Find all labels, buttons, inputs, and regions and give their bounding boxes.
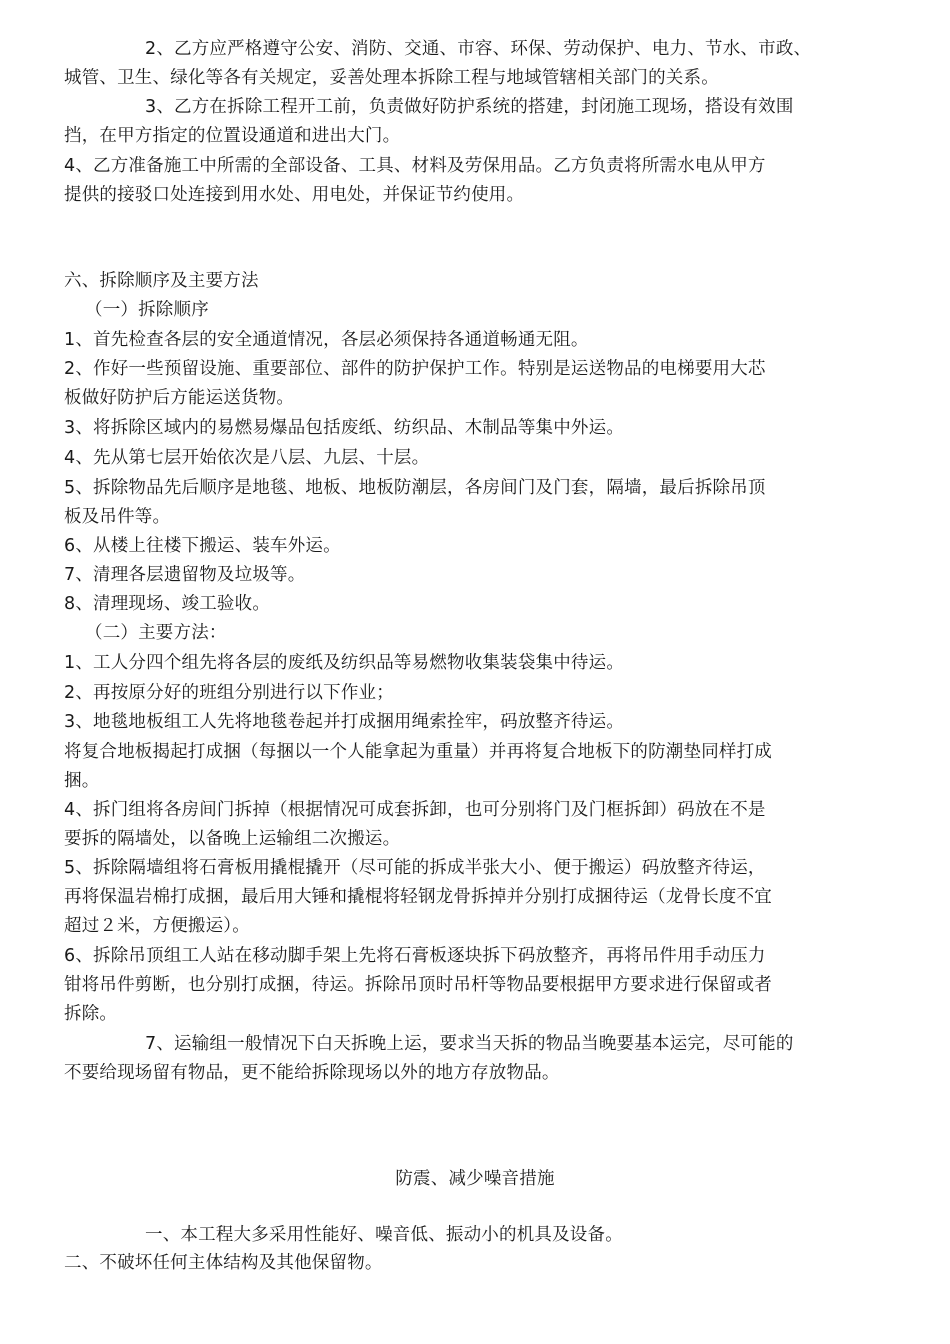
method-item-1: 1、工人分四个组先将各层的废纸及纺织品等易燃物收集装袋集中待运。	[64, 653, 625, 673]
item-3-line-1: 3、乙方在拆除工程开工前，负责做好防护系统的搭建，封闭施工现场，搭设有效围	[145, 97, 794, 117]
noise-item-2: 二、不破坏任何主体结构及其他保留物。	[64, 1253, 383, 1273]
method-item-5-line-2: 再将保温岩棉打成捆，最后用大锤和撬棍将轻钢龙骨拆掉并分别打成捆待运（龙骨长度不宜	[64, 887, 772, 907]
noise-section-title: 防震、减少噪音措施	[395, 1169, 555, 1189]
method-item-7-line-2: 不要给现场留有物品，更不能给拆除现场以外的地方存放物品。	[64, 1063, 560, 1083]
item-2-line-2: 城管、卫生、绿化等各有关规定，妥善处理本拆除工程与地域管辖相关部门的关系。	[64, 68, 719, 88]
subsection-order: （一）拆除顺序	[85, 300, 209, 320]
method-item-3b-line-2: 捆。	[64, 771, 100, 791]
method-item-6-line-3: 拆除。	[64, 1004, 118, 1024]
order-item-5-line-2: 板及吊件等。	[64, 507, 171, 527]
method-item-4-line-1: 4、拆门组将各房间门拆掉（根据情况可成套拆卸，也可分别将门及门框拆卸）码放在不是	[64, 800, 766, 820]
order-item-1: 1、首先检查各层的安全通道情况，各层必须保持各通道畅通无阻。	[64, 330, 589, 350]
subsection-methods: （二）主要方法：	[85, 623, 227, 643]
order-item-4: 4、先从第七层开始依次是八层、九层、十层。	[64, 448, 430, 468]
order-item-2-line-2: 板做好防护后方能运送货物。	[64, 388, 295, 408]
section-heading: 六、拆除顺序及主要方法	[64, 271, 259, 291]
order-item-3: 3、将拆除区域内的易燃易爆品包括废纸、纺织品、木制品等集中外运。	[64, 418, 625, 438]
order-item-2-line-1: 2、作好一些预留设施、重要部位、部件的防护保护工作。特别是运送物品的电梯要用大芯	[64, 359, 766, 379]
method-item-2: 2、再按原分好的班组分别进行以下作业；	[64, 683, 394, 703]
item-2-line-1: 2、乙方应严格遵守公安、消防、交通、市容、环保、劳动保护、电力、节水、市政、	[145, 39, 812, 59]
method-item-6-line-1: 6、拆除吊顶组工人站在移动脚手架上先将石膏板逐块拆下码放整齐，再将吊件用手动压力	[64, 946, 766, 966]
order-item-7: 7、清理各层遗留物及垃圾等。	[64, 565, 306, 585]
item-4-line-2: 提供的接驳口处连接到用水处、用电处，并保证节约使用。	[64, 185, 525, 205]
method-item-6-line-2: 钳将吊件剪断，也分别打成捆，待运。拆除吊顶时吊杆等物品要根据甲方要求进行保留或者	[64, 975, 772, 995]
noise-item-1: 一、本工程大多采用性能好、噪音低、振动小的机具及设备。	[145, 1225, 623, 1245]
method-item-4-line-2: 要拆的隔墙处，以备晚上运输组二次搬运。	[64, 829, 401, 849]
method-item-5-line-1: 5、拆除隔墙组将石膏板用撬棍撬开（尽可能的拆成半张大小、便于搬运）码放整齐待运，	[64, 858, 766, 878]
method-item-3: 3、地毯地板组工人先将地毯卷起并打成捆用绳索拴牢，码放整齐待运。	[64, 712, 625, 732]
method-item-5-line-3: 超过２米，方便搬运）。	[64, 916, 250, 936]
method-item-7-line-1: 7、运输组一般情况下白天拆晚上运，要求当天拆的物品当晚要基本运完，尽可能的	[145, 1034, 794, 1054]
order-item-6: 6、从楼上往楼下搬运、装车外运。	[64, 536, 341, 556]
method-item-3b-line-1: 将复合地板揭起打成捆（每捆以一个人能拿起为重量）并再将复合地板下的防潮垫同样打成	[64, 742, 772, 762]
order-item-5-line-1: 5、拆除物品先后顺序是地毯、地板、地板防潮层，各房间门及门套，隔墙，最后拆除吊顶	[64, 478, 766, 498]
item-3-line-2: 挡，在甲方指定的位置设通道和进出大门。	[64, 126, 401, 146]
order-item-8: 8、清理现场、竣工验收。	[64, 594, 271, 614]
item-4-line-1: 4、乙方准备施工中所需的全部设备、工具、材料及劳保用品。乙方负责将所需水电从甲方	[64, 156, 766, 176]
